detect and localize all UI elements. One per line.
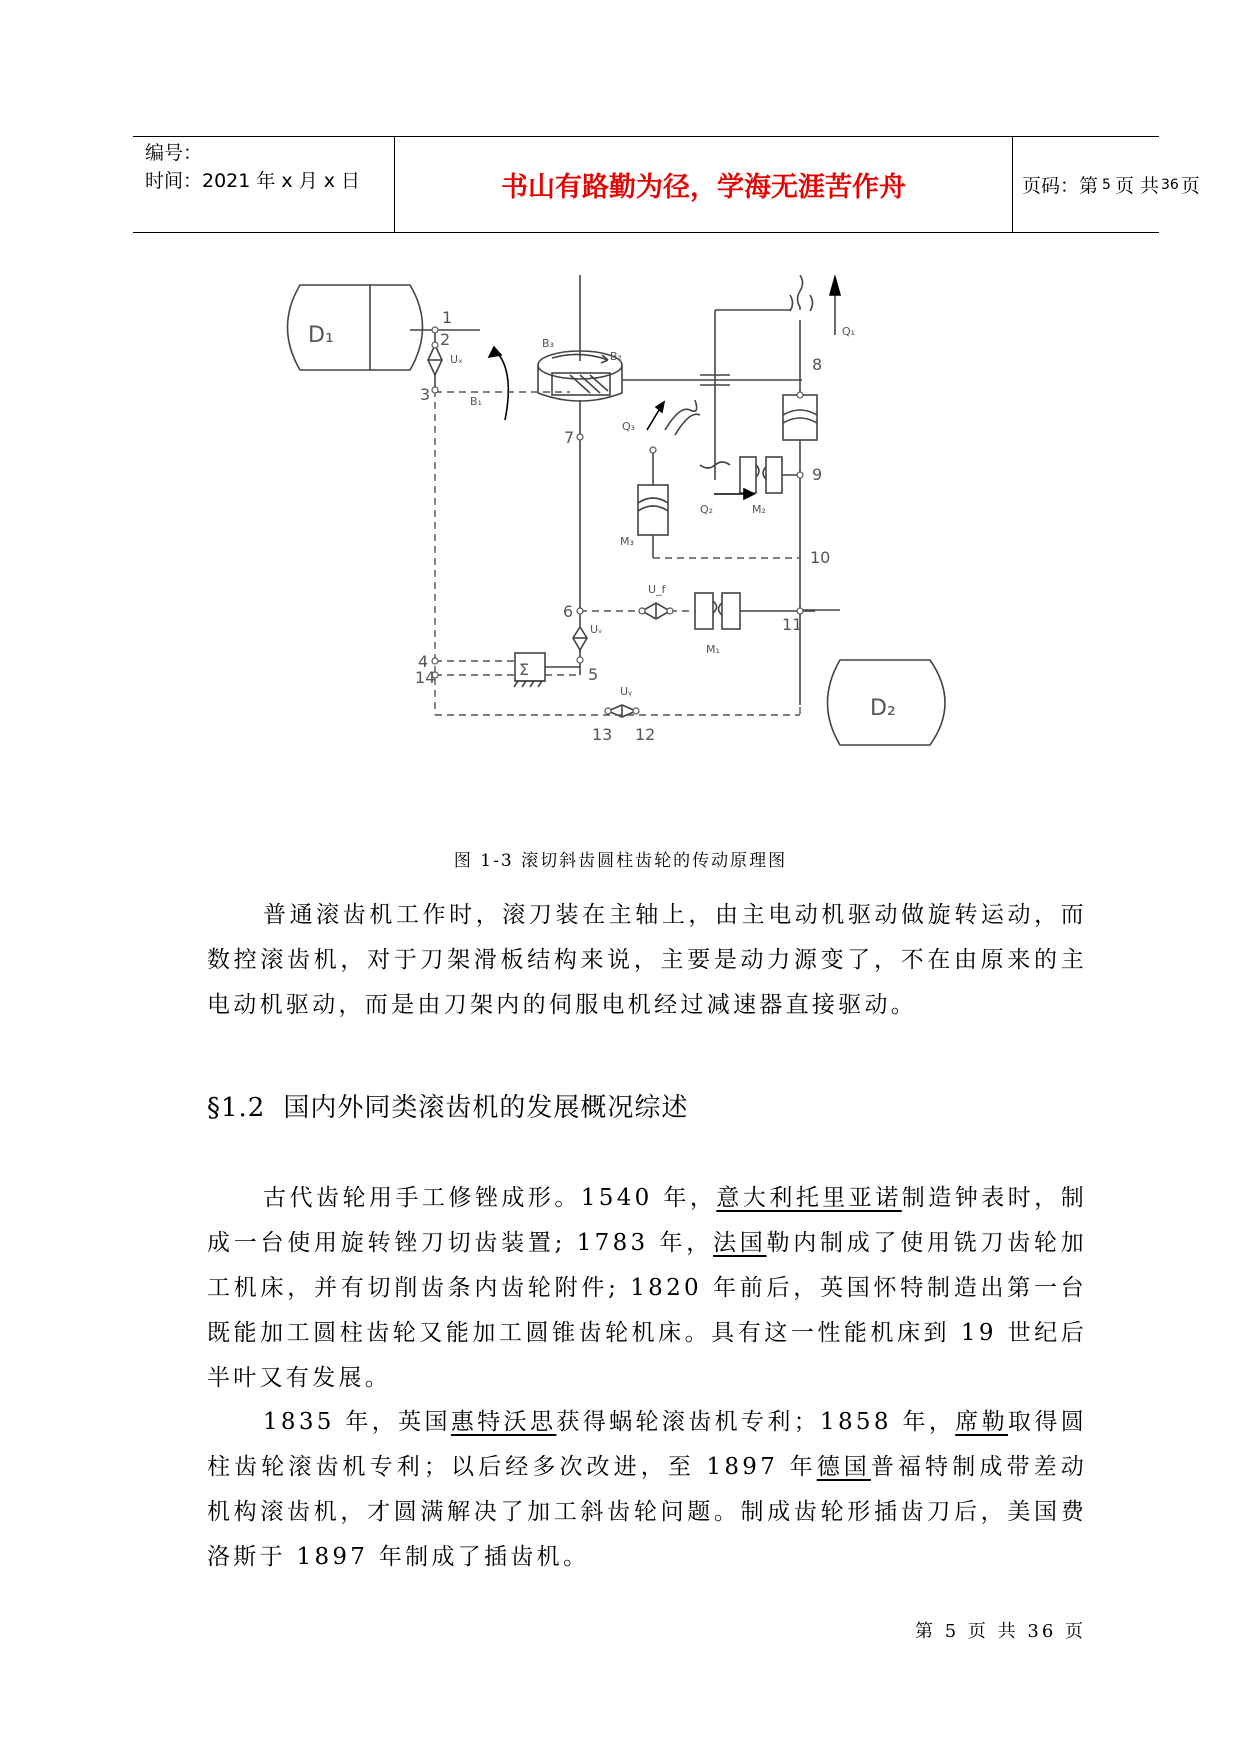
gearbox-m3 (638, 485, 668, 535)
transmission-diagram-svg (270, 275, 1070, 835)
p3-seg4: 普福特制成带差动机构滚齿机，才圆满解决了加工斜齿轮问题。制成齿轮形插齿刀后，美国费洛斯于 1897 年制成了插齿机。 (207, 1454, 1087, 1570)
page-num: 5 (1102, 176, 1111, 193)
label-1: 1 (442, 308, 453, 327)
header-page (1012, 137, 1200, 232)
label-sigma: Σ (519, 660, 530, 679)
link-germany[interactable]: 德国 (816, 1454, 871, 1480)
paragraph-1-text: 普通滚齿机工作时，滚刀装在主轴上，由主电动机驱动做旋转运动，而数控滚齿机，对于刀架滑板结构来说，主要是动力源变了，不在由原来的主电动机驱动，而是由刀架内的伺服电机经过减速器直接驱动。 (207, 902, 1087, 1018)
label-3: 3 (420, 385, 431, 404)
label-7: 7 (564, 428, 575, 447)
code-label: 编号： (145, 142, 203, 164)
page-mid: 页 共 (1114, 175, 1159, 197)
transmission-diagram (270, 275, 1070, 835)
section-number: §1.2 (207, 1093, 266, 1123)
label-m1: M₁ (706, 643, 720, 656)
page-prefix: 页码：第 (1022, 175, 1099, 197)
label-uv: Uᵥ (590, 623, 603, 636)
header-table (133, 136, 1200, 233)
label-10: 10 (810, 548, 831, 567)
label-q3: Q₃ (622, 420, 636, 433)
p3-seg2: 获得蜗轮滚齿机专利；1858 年， (556, 1409, 956, 1435)
label-9: 9 (812, 465, 823, 484)
link-italy-toriano[interactable]: 意大利托里亚诺 (716, 1185, 902, 1211)
time-label: 时间：2021 年 x 月 x 日 (145, 170, 361, 192)
label-d2: D₂ (870, 696, 896, 721)
label-q2: Q₂ (700, 503, 714, 516)
label-8: 8 (812, 355, 823, 374)
label-5: 5 (588, 665, 599, 684)
paragraph-1 (207, 893, 1087, 1028)
label-m2: M₂ (752, 503, 766, 516)
label-6: 6 (563, 602, 574, 621)
label-4: 4 (418, 652, 429, 671)
p2-seg1: 古代齿轮用手工修锉成形。1540 年， (263, 1185, 717, 1211)
label-uy: Uᵧ (620, 685, 633, 698)
paragraph-2 (207, 1176, 1087, 1401)
p2-seg2: 制造钟表时，制成一台使用旋转锉刀切齿装置; 1783 年， (207, 1185, 1088, 1256)
header-motto: 书山有路勤为径，学海无涯苦作舟 (395, 137, 1013, 232)
label-d1: D₁ (308, 323, 334, 348)
label-b2: B₂ (610, 350, 622, 363)
paragraph-3-text (207, 1400, 1087, 1580)
header-info (133, 137, 395, 232)
section-title: 国内外同类滚齿机的发展概况综述 (283, 1093, 689, 1123)
page-footer: 第 5 页 共 36 页 (915, 1621, 1086, 1642)
label-ux: Uₓ (450, 353, 463, 366)
label-b1: B₁ (470, 395, 482, 408)
link-france[interactable]: 法国 (713, 1230, 767, 1256)
label-m3: M₃ (620, 535, 634, 548)
label-11: 11 (782, 615, 803, 634)
label-12: 12 (635, 725, 656, 744)
label-14: 14 (415, 668, 436, 687)
section-heading (207, 1087, 688, 1124)
figure-caption: 图 1-3 滚切斜齿圆柱齿轮的传动原理图 (453, 851, 788, 871)
paragraph-3 (207, 1400, 1087, 1580)
label-uf: U_f (648, 583, 666, 596)
page-suffix: 页 (1180, 175, 1200, 197)
label-13: 13 (592, 725, 613, 744)
label-q1: Q₁ (842, 325, 856, 338)
page-total: 36 (1160, 176, 1179, 193)
label-2: 2 (440, 330, 451, 349)
label-b3: B₃ (542, 337, 554, 350)
link-whitworth[interactable]: 惠特沃思 (450, 1409, 557, 1435)
link-schiele[interactable]: 席勒 (955, 1409, 1008, 1435)
p2-seg3: 勒内制成了使用铣刀齿轮加工机床，并有切削齿条内齿轮附件; 1820 年前后，英国怀特制造出第一台既能加工圆柱齿轮又能加工圆锥齿轮机床。具有这一性能机床到 19 世纪后半叶又有发展。 (207, 1230, 1087, 1391)
paragraph-2-text (207, 1176, 1087, 1401)
p3-seg3: 取得圆柱齿轮滚齿机专利；以后经多次改进，至 1897 年 (207, 1409, 1088, 1480)
motor-d1-right (370, 285, 423, 370)
p3-seg1: 1835 年，英国 (263, 1409, 451, 1435)
